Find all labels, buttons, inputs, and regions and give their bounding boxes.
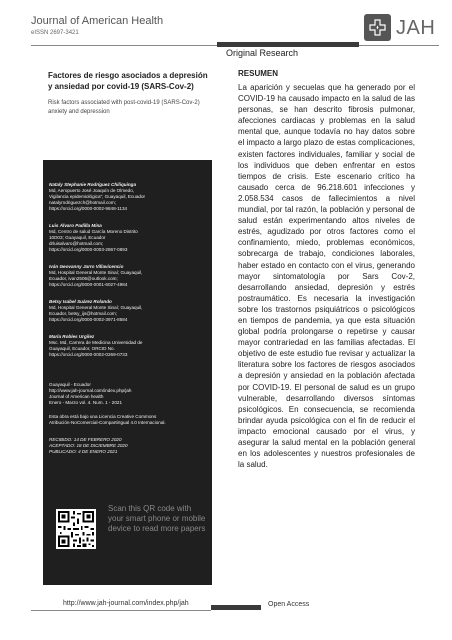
author-email[interactable]: Ecuador, ivan2506@outlook.com; bbox=[49, 276, 118, 281]
author-affiliation: Md, Centro de salud García Moreno Distrito bbox=[49, 229, 138, 234]
publication-line: Journal of American health bbox=[49, 394, 104, 399]
footer-divider bbox=[31, 610, 211, 611]
publication-line: Guayaquil - Ecuador bbox=[49, 382, 91, 387]
eissn: eISSN 2697-3421 bbox=[31, 30, 79, 36]
received-date: RECIBIDO: 14 DE FEBRERO 2020 bbox=[49, 437, 122, 442]
author-email[interactable]: Ecuador, betsy_ijs@hotmail.com; bbox=[49, 311, 117, 316]
author-affiliation: Msc. Md, Carrera de Medicina Universidad de bbox=[49, 340, 143, 345]
author-affiliation: Md, Hospital General Monte Sinaí; Guayaquil, bbox=[49, 270, 143, 275]
author-orcid[interactable]: https://orcid.org/0000-0002-0269-0733 bbox=[49, 352, 128, 357]
section-label: Original Research bbox=[226, 48, 299, 58]
author-affiliation: Vigilancia epidemiológica"; Guayaquil, Ecuador bbox=[49, 194, 146, 199]
footer-journal-url[interactable]: http://www.jah-journal.com/index.php/jah bbox=[63, 600, 189, 607]
open-access-label: Open Access bbox=[268, 601, 310, 608]
author-name: Nataly Stephanie Rodríguez Chiliquinga bbox=[49, 182, 137, 187]
published-date: PUBLICADO: 4 DE ENERO 2021 bbox=[49, 449, 118, 454]
author-affiliation: Guayaquil, Ecuador, ORCID No. bbox=[49, 346, 115, 351]
author-orcid[interactable]: https://orcid.org/0000-0003-2867-0893 bbox=[49, 247, 128, 252]
author-block bbox=[49, 264, 209, 288]
author-sidebar bbox=[43, 160, 212, 585]
logo-text: JAH bbox=[396, 17, 436, 39]
author-orcid[interactable]: https://orcid.org/0000-0002-9848-1134 bbox=[49, 206, 128, 211]
scan-qr-caption: Scan this QR code with your smart phone or mobile device to read more papers bbox=[108, 504, 206, 533]
abstract-text: La aparición y secuelas que ha generado por el COVID-19 ha causado impacto en la salud de las personas, se han descrito fibrosis pulmonar, afecciones cardiacas y problemas en la salud mental que, aunque todavía no hay datos sobre el impacto a largo plazo de estas complicaciones, existen factores individuales, familiar y social de los individuos que deben enfrentar en estos tiempos de crisis. Este escenario crítico ha causado cerca de 96.218.601 infecciones y 2.058.534 casos de fallecimientos a nivel mundial, por tal razón, la población y personal de salud están experimentando altos niveles de estrés, agudizado por otros factores como el confinamiento, miedo, problemas económicos, sobrecarga de trabajo, condiciones laborales, haber estado en contacto con el virus, generando mayor sintomatología por Sars Cov-2, desarrollando ansiedad, depresión y estrés postraumático. Es necesaria la investigación sobre los trastornos psiquiátricos o psicológicos en tiempos de pandemia, ya que esta situación global podría prolongarse o repetirse y causar mayor contrariedad en las familias afectadas. El objetivo de este estudio fue revisar y actualizar la literatura sobre los factores de riesgos asociados a depresión y ansiedad en la población afectada por COVID-19. El personal de salud es un grupo vulnerable, desarrollando diversos síntomas psicológicos. En consecuencia, se recomienda brindar ayuda psicológica con el fin de reducir el impacto emocional causado por el virus, y asegurar la salud mental en la población general en los adolescentes y nuestros profesionales de la salud. bbox=[238, 83, 415, 470]
journal-title: Journal of American Health bbox=[31, 15, 164, 27]
logo-mark bbox=[364, 14, 391, 41]
accepted-date: ACEPTADO: 18 DE DICIEMBRE 2020 bbox=[49, 443, 128, 448]
author-block bbox=[49, 223, 209, 253]
license-line[interactable]: Atribución-NoComercial-CompartirIgual 4.0 Internacional. bbox=[49, 420, 166, 425]
author-orcid[interactable]: https://orcid.org/0000-0002-3971-8584 bbox=[49, 317, 128, 322]
author-affiliation: Md, Hospital General Monte Sinaí; Guayaquil, bbox=[49, 305, 143, 310]
author-block bbox=[49, 299, 209, 323]
author-name: María Robles Urgilez bbox=[49, 334, 95, 339]
article-title-english: Risk factors associated with post-covid-19 (SARS-Cov-2) anxiety and depression bbox=[48, 100, 200, 115]
journal-logo bbox=[364, 14, 444, 44]
author-block bbox=[49, 182, 209, 212]
author-block bbox=[49, 334, 209, 358]
header-divider-right bbox=[359, 45, 439, 46]
author-name: Betsy Isabel Suárez Rolando bbox=[49, 299, 112, 304]
author-affiliation: 10D03; Guayaquil, Ecuador bbox=[49, 235, 106, 240]
author-orcid[interactable]: https://orcid.org/0000-0001-6027-4984 bbox=[49, 282, 128, 287]
author-name: Iván Geovanny Jarro Villavicencio bbox=[49, 264, 124, 269]
footer-accent-bar bbox=[211, 605, 261, 610]
qr-code-icon[interactable] bbox=[56, 509, 96, 549]
license-info bbox=[49, 414, 209, 426]
publication-info bbox=[49, 382, 209, 406]
article-dates bbox=[49, 437, 209, 455]
author-email[interactable]: natalyrodriguezch@hotmail.com; bbox=[49, 200, 116, 205]
medical-cross-icon bbox=[369, 19, 386, 36]
header-accent-bar bbox=[217, 42, 359, 47]
header-divider bbox=[31, 45, 217, 46]
publication-line: Enero - Marzo vol. 4. Num. 1 - 2021 bbox=[49, 400, 123, 405]
journal-url[interactable]: http://www.jah-journal.com/index.php/jah bbox=[49, 388, 132, 393]
abstract-heading: RESUMEN bbox=[238, 69, 279, 78]
article-title: Factores de riesgo asociados a depresión y ansiedad por covid-19 (SARS-Cov-2) bbox=[48, 71, 208, 91]
author-affiliation: Md, Aeropuerto José Joaquín de Olmedo, bbox=[49, 188, 135, 193]
license-line[interactable]: Esta obra está bajo una Licencia Creative Commons bbox=[49, 414, 157, 419]
author-name: Luis Álvaro Padilla Mina bbox=[49, 223, 102, 228]
author-email[interactable]: drluisalvaro@hotmail.com; bbox=[49, 241, 104, 246]
